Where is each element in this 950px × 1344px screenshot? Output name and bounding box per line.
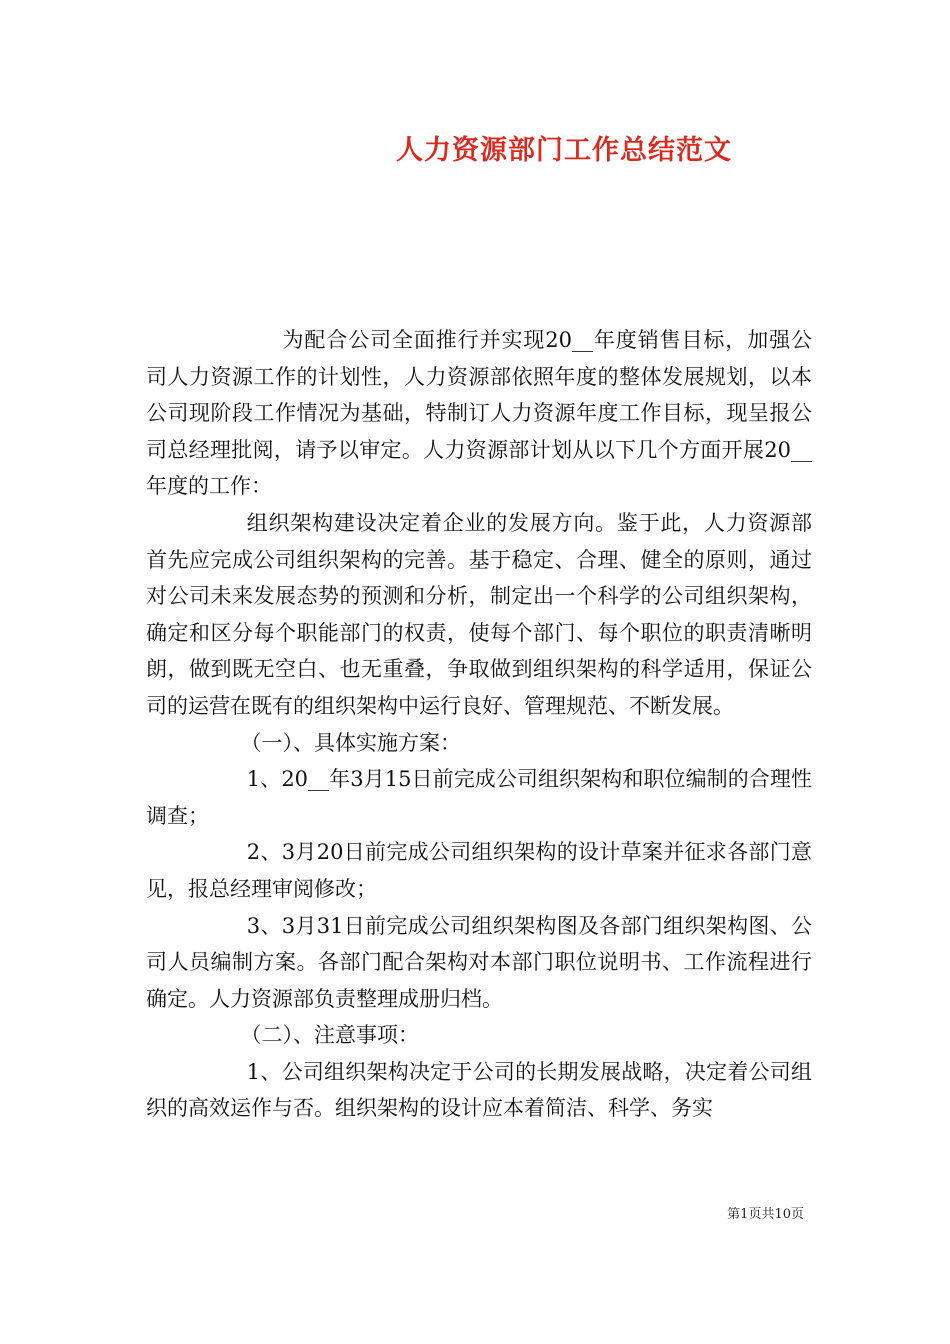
section-heading-implementation: （一）、具体实施方案： (240, 730, 461, 755)
document-title: 人力资源部门工作总结范文 (396, 135, 732, 166)
list-item: 1、公司组织架构决定于公司的长期发展战略，决定着公司组织的高效运作与否。组织架构的设计应本着简洁、科学、务实 (146, 1059, 812, 1121)
list-item: 1、20__年3月15日前完成公司组织架构和职位编制的合理性调查； (146, 767, 812, 828)
paragraph-intro: 为配合公司全面推行并实现20__年度销售目标，加强公司人力资源工作的计划性，人力资源部依照年度的整体发展规划，以本公司现阶段工作情况为基础，特制订人力资源年度工作目标，现呈报公司总经理批阅，请予以审定。人力资源部计划从以下几个方面开展20__年度的工作： (146, 328, 812, 499)
list-item: 3、3月31日前完成公司组织架构图及各部门组织架构图、公司人员编制方案。各部门配合架构对本部门职位说明书、工作流程进行确定。人力资源部负责整理成册归档。 (146, 913, 812, 1011)
list-item: 2、3月20日前完成公司组织架构的设计草案并征求各部门意见，报总经理审阅修改； (146, 840, 812, 901)
document-body (146, 322, 812, 1127)
paragraph-org-structure: 组织架构建设决定着企业的发展方向。鉴于此，人力资源部首先应完成公司组织架构的完善。基于稳定、合理、健全的原则，通过对公司未来发展态势的预测和分析，制定出一个科学的公司组织架构，确定和区分每个职能部门的权责，使每个部门、每个职位的职责清晰明朗，做到既无空白、也无重叠，争取做到组织架构的科学适用，保证公司的运营在既有的组织架构中运行良好、管理规范、不断发展。 (146, 510, 812, 718)
section-heading-notes: （二）、注意事项： (240, 1023, 419, 1048)
page-number-footer: 第1页共10页 (727, 1207, 804, 1222)
